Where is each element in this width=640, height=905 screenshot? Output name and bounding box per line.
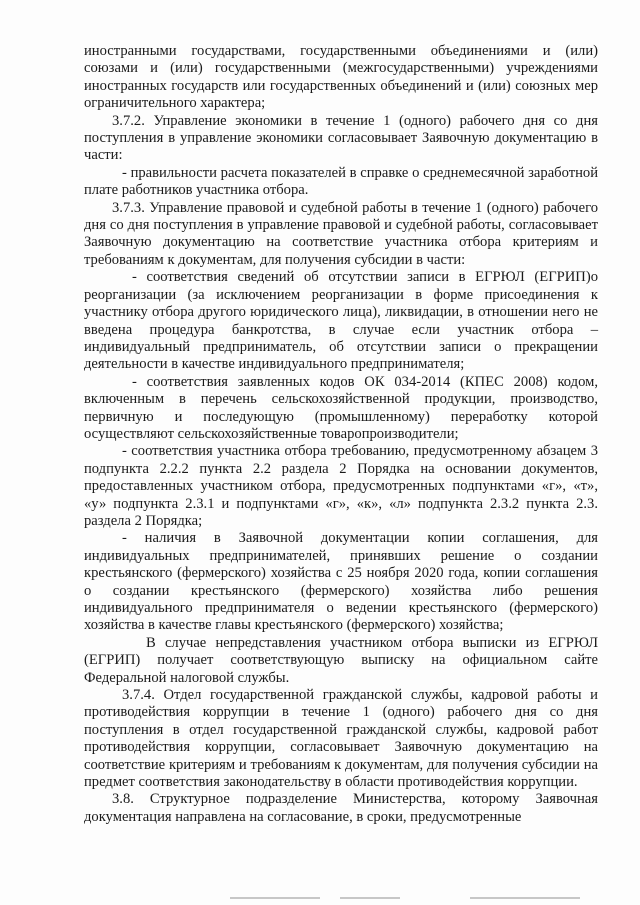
list-item-requirement-check: - соответствия участника отбора требованию, предусмотренному абзацем 3 подпункта 2.2.2 пункта 2.2 раздела 2 Порядка на основании документов, предоставленных участником отбора, предусмотренных подпунктами «г», «т», «у» подпункта 2.3.1 и подпунктами «г», «к», «л» подпункта 2.3.2 пункта 2.3. раздела 2 Порядка; <box>84 443 598 529</box>
list-item-salary-check: - правильности расчета показателей в справке о среднемесячной заработной плате работников участника отбора. <box>84 164 598 199</box>
paragraph-3-7-3: 3.7.3. Управление правовой и судебной работы в течение 1 (одного) рабочего дня со дня поступления в управление правовой и судебной работы, согласовывает Заявочную документацию на соответствие участника отбора критериям и требованиям к документам, для получения субсидии в части: <box>84 199 598 268</box>
scan-artifact <box>340 897 400 899</box>
document-body <box>84 43 598 826</box>
paragraph-sanctions-end: иностранными государствами, государственными объединениями и (или) союзами и (или) государственными (межгосударственными) учреждениями иностранных государств или государственных объединений и (или) союзных мер ограничительного характера; <box>84 43 598 112</box>
paragraph-3-7-4: 3.7.4. Отдел государственной гражданской службы, кадровой работы и противодействия коррупции в течение 1 (одного) рабочего дня со дня поступления в отдел государственной гражданской службы, кадровой работ противодействия коррупции, согласовывает Заявочную документацию на соответствие критериям и требованиям к документам, для получения субсидии на предмет соответствия законодательству в области противодействия коррупции. <box>84 687 598 791</box>
paragraph-egrul-extract: В случае непредставления участником отбора выписки из ЕГРЮЛ (ЕГРИП) получает соответствующую выписку на официальном сайте Федеральной налоговой службы. <box>84 634 598 686</box>
scan-artifact <box>230 897 320 899</box>
list-item-agreement-copy-check: - наличия в Заявочной документации копии соглашения, для индивидуальных предпринимателей, принявших решение о создании крестьянского (фермерского) хозяйства с 25 ноября 2020 года, копии соглашения о создании крестьянского (фермерского) хозяйства либо решения индивидуального предпринимателя о ведении крестьянского (фермерского) хозяйства в качестве главы крестьянского (фермерского) хозяйства; <box>84 530 598 634</box>
list-item-egrul-check: - соответствия сведений об отсутствии записи в ЕГРЮЛ (ЕГРИП)о реорганизации (за исключением реорганизации в форме присоединения к участнику отбора другого юридического лица), ликвидации, в отношении него не введена процедура банкротства, в случае если участник отбора – индивидуальный предприниматель, об отсутствии записи о прекращении деятельности в качестве индивидуального предпринимателя; <box>84 269 598 373</box>
paragraph-3-8: 3.8. Структурное подразделение Министерства, которому Заявочная документация направлена на согласование, в сроки, предусмотренные <box>84 791 598 825</box>
list-item-ok-codes-check: - соответствия заявленных кодов ОК 034-2014 (КПЕС 2008) кодом, включенным в перечень сельскохозяйственной продукции, производство, первичную и последующую (промышленному) переработку которой осуществляют сельскохозяйственные товаропроизводители; <box>84 373 598 442</box>
paragraph-3-7-2: 3.7.2. Управление экономики в течение 1 (одного) рабочего дня со дня поступления в управление экономики согласовывает Заявочную документацию в части: <box>84 112 598 164</box>
scan-artifact <box>470 897 580 899</box>
